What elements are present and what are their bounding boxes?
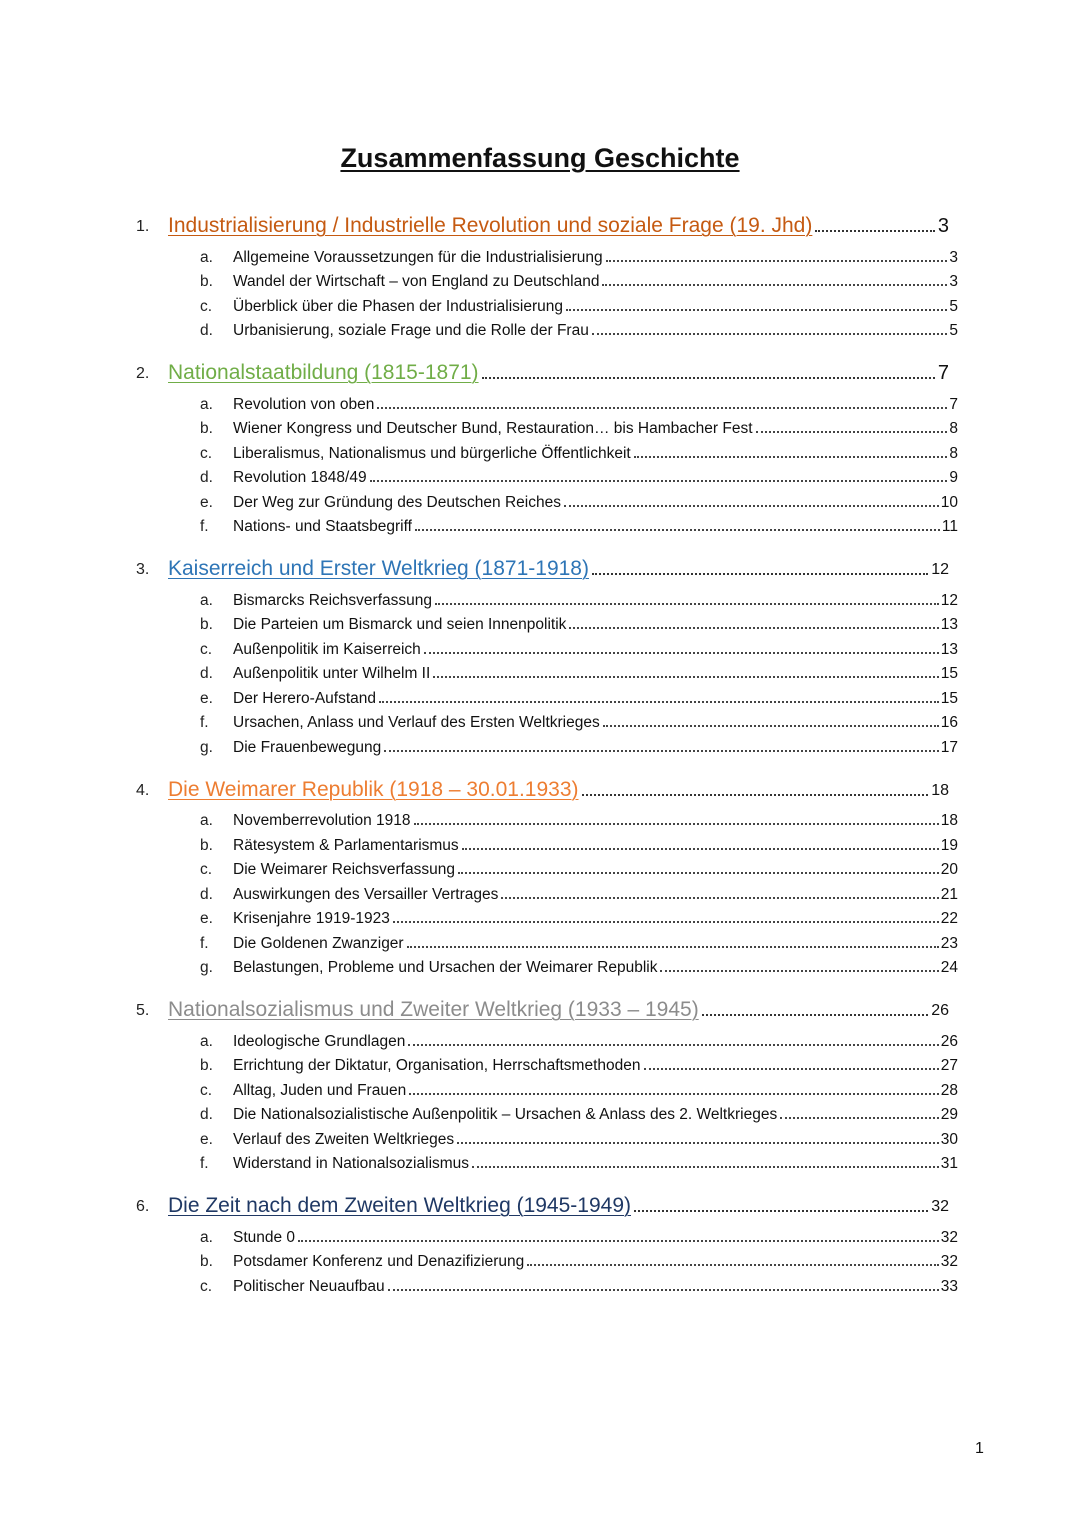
dot-leader — [457, 1142, 939, 1144]
toc-entry[interactable] — [200, 463, 958, 488]
entry-page-number: 17 — [940, 738, 958, 756]
toc-entry[interactable] — [200, 267, 958, 292]
entry-title: Außenpolitik unter Wilhelm II — [233, 665, 431, 682]
entry-letter: c. — [200, 297, 213, 315]
toc-section — [0, 1186, 1080, 1296]
entry-letter: b. — [200, 1253, 213, 1270]
page-title: Zusammenfassung Geschichte — [340, 143, 740, 173]
entry-title: Krisenjahre 1919-1923 — [233, 910, 390, 927]
entry-title: Potsdamer Konferenz und Denazifizierung — [233, 1253, 525, 1270]
toc-section-heading[interactable] — [136, 1186, 949, 1222]
toc-entry[interactable] — [200, 1149, 958, 1174]
entry-page-number: 21 — [940, 885, 958, 903]
dot-leader — [564, 505, 939, 507]
dot-leader — [634, 456, 948, 458]
entry-page-number: 15 — [940, 689, 958, 707]
entry-title: Der Weg zur Gründung des Deutschen Reiches — [233, 493, 561, 511]
dot-leader — [603, 725, 939, 727]
section-title-link[interactable]: Die Weimarer Republik (1918 – 30.01.1933) — [168, 777, 579, 801]
toc-section-heading[interactable] — [136, 770, 949, 806]
dot-leader — [501, 897, 938, 899]
dot-leader — [377, 407, 947, 409]
toc-entry[interactable] — [200, 487, 958, 512]
entry-page-number: 18 — [940, 812, 958, 829]
dot-leader — [482, 377, 935, 379]
toc-entry[interactable] — [200, 1271, 958, 1296]
entry-page-number: 22 — [940, 910, 958, 927]
toc-entry[interactable] — [200, 1247, 958, 1272]
toc-section-heading[interactable] — [136, 549, 949, 585]
entry-title: Ideologische Grundlagen — [233, 1032, 406, 1050]
entry-title: Liberalismus, Nationalismus und bürgerliche Öffentlichkeit — [233, 444, 631, 462]
dot-leader — [408, 1044, 938, 1046]
dot-leader — [569, 627, 938, 629]
entry-letter: e. — [200, 493, 213, 511]
entry-letter: d. — [200, 885, 213, 903]
entry-letter: b. — [200, 1057, 213, 1074]
entry-letter: c. — [200, 861, 213, 878]
toc-entry[interactable] — [200, 1222, 958, 1247]
entry-page-number: 5 — [949, 322, 958, 339]
toc-entry[interactable] — [200, 585, 958, 610]
toc-entry[interactable] — [200, 389, 958, 414]
entry-title: Rätesystem & Parlamentarismus — [233, 836, 459, 854]
toc-entry[interactable] — [200, 1075, 958, 1100]
toc-entry[interactable] — [200, 904, 958, 929]
entry-title: Bismarcks Reichsverfassung — [233, 591, 432, 609]
dot-leader — [435, 603, 939, 605]
entry-page-number: 12 — [940, 591, 958, 609]
entry-page-number: 10 — [940, 493, 958, 511]
section-number: 1. — [136, 218, 150, 235]
entry-page-number: 13 — [940, 640, 958, 658]
entry-letter: c. — [200, 1081, 213, 1099]
toc-section — [0, 206, 1080, 340]
entry-title: Außenpolitik im Kaiserreich — [233, 640, 421, 658]
entry-title: Revolution 1848/49 — [233, 469, 367, 486]
toc-entry[interactable] — [200, 610, 958, 635]
section-title-link[interactable]: Industrialisierung / Industrielle Revolution und soziale Frage (19. Jhd) — [168, 214, 813, 237]
entry-letter: d. — [200, 665, 213, 682]
dot-leader — [433, 676, 938, 678]
entry-page-number: 30 — [940, 1130, 958, 1148]
entry-letter: a. — [200, 591, 213, 609]
dot-leader — [644, 1068, 939, 1070]
entry-title: Novemberrevolution 1918 — [233, 812, 411, 829]
entry-page-number: 7 — [949, 395, 958, 413]
entry-page-number: 28 — [940, 1081, 958, 1099]
section-number: 4. — [136, 781, 150, 799]
entry-letter: a. — [200, 1032, 213, 1050]
dot-leader — [409, 1093, 939, 1095]
section-number: 6. — [136, 1198, 150, 1215]
entry-title: Wiener Kongress und Deutscher Bund, Restauration… bis Hambacher Fest — [233, 420, 753, 437]
entry-letter: b. — [200, 616, 213, 633]
entry-letter: b. — [200, 273, 213, 290]
dot-leader — [298, 1240, 939, 1242]
entry-page-number: 23 — [940, 934, 958, 952]
entry-letter: g. — [200, 738, 213, 756]
entry-letter: c. — [200, 444, 213, 462]
entry-page-number: 16 — [940, 714, 958, 731]
toc-entry[interactable] — [200, 928, 958, 953]
dot-leader — [407, 946, 939, 948]
entry-title: Errichtung der Diktatur, Organisation, Herrschaftsmethoden — [233, 1057, 641, 1074]
toc-section — [0, 549, 1080, 757]
toc-section — [0, 990, 1080, 1173]
section-page-number: 3 — [937, 215, 949, 237]
toc-entry[interactable] — [200, 659, 958, 684]
dot-leader — [592, 333, 948, 335]
toc-entry[interactable] — [200, 438, 958, 463]
dot-leader — [415, 529, 940, 531]
toc-entry[interactable] — [200, 806, 958, 831]
entry-title: Die Frauenbewegung — [233, 738, 382, 756]
entry-page-number: 11 — [941, 518, 958, 535]
dot-leader — [815, 230, 935, 232]
toc-entry[interactable] — [200, 879, 958, 904]
entry-page-number: 8 — [949, 444, 958, 462]
dot-leader — [388, 1289, 939, 1291]
dot-leader — [702, 1014, 929, 1016]
entry-letter: c. — [200, 640, 213, 658]
section-page-number: 18 — [931, 781, 949, 799]
entry-title: Stunde 0 — [233, 1228, 296, 1246]
entry-title: Die Goldenen Zwanziger — [233, 934, 404, 952]
toc-entry[interactable] — [200, 316, 958, 341]
entry-title: Überblick über die Phasen der Industrialisierung — [233, 297, 563, 315]
section-page-number: 26 — [931, 1002, 949, 1019]
entry-letter: e. — [200, 1130, 213, 1148]
dot-leader — [379, 701, 939, 703]
toc-section-heading[interactable] — [136, 353, 949, 389]
page-number: 1 — [975, 1440, 984, 1457]
section-title-link[interactable]: Kaiserreich und Erster Weltkrieg (1871-1918) — [168, 557, 589, 580]
toc-entry[interactable] — [200, 830, 958, 855]
toc-entry[interactable] — [200, 291, 958, 316]
entry-letter: c. — [200, 1277, 213, 1295]
toc-section-heading[interactable] — [136, 206, 949, 242]
entry-letter: f. — [200, 1155, 209, 1172]
entry-title: Alltag, Juden und Frauen — [233, 1081, 407, 1099]
entry-page-number: 27 — [940, 1057, 958, 1074]
dot-leader — [634, 1210, 928, 1212]
entry-page-number: 33 — [940, 1277, 958, 1295]
entry-page-number: 5 — [949, 297, 958, 315]
entry-title: Belastungen, Probleme und Ursachen der Weimarer Republik — [233, 959, 658, 976]
entry-page-number: 29 — [940, 1106, 958, 1123]
entry-title: Nations- und Staatsbegriff — [233, 518, 412, 535]
entry-letter: b. — [200, 420, 213, 437]
entry-page-number: 32 — [940, 1228, 958, 1246]
entry-title: Auswirkungen des Versailler Vertrages — [233, 885, 499, 903]
toc-entry[interactable] — [200, 855, 958, 880]
toc-section — [0, 770, 1080, 978]
toc-entry[interactable] — [200, 414, 958, 439]
entry-title: Revolution von oben — [233, 395, 375, 413]
dot-leader — [462, 848, 939, 850]
entry-title: Urbanisierung, soziale Frage und die Rolle der Frau — [233, 322, 589, 339]
dot-leader — [606, 260, 948, 262]
entry-letter: f. — [200, 934, 209, 952]
dot-leader — [582, 794, 929, 796]
dot-leader — [602, 284, 947, 286]
entry-letter: e. — [200, 689, 213, 707]
entry-title: Die Weimarer Reichsverfassung — [233, 861, 455, 878]
entry-letter: a. — [200, 395, 213, 413]
toc-entry[interactable] — [200, 708, 958, 733]
toc-entry[interactable] — [200, 512, 958, 537]
entry-title: Politischer Neuaufbau — [233, 1277, 385, 1295]
entry-letter: d. — [200, 469, 213, 486]
dot-leader — [424, 652, 939, 654]
entry-page-number: 8 — [949, 420, 958, 437]
section-title-link[interactable]: Nationalstaatbildung (1815-1871) — [168, 361, 479, 384]
entry-page-number: 3 — [949, 248, 958, 266]
section-title-link[interactable]: Nationalsozialismus und Zweiter Weltkrieg (1933 – 1945) — [168, 998, 699, 1021]
dot-leader — [756, 431, 948, 433]
entry-title: Verlauf des Zweiten Weltkrieges — [233, 1130, 455, 1148]
dot-leader — [384, 750, 939, 752]
entry-letter: a. — [200, 248, 213, 266]
entry-page-number: 20 — [940, 861, 958, 878]
entry-letter: f. — [200, 518, 209, 535]
section-page-number: 12 — [931, 561, 949, 578]
entry-page-number: 32 — [940, 1253, 958, 1270]
toc-entry[interactable] — [200, 634, 958, 659]
dot-leader — [527, 1264, 939, 1266]
toc-entry[interactable] — [200, 732, 958, 757]
dot-leader — [566, 309, 947, 311]
toc-entry[interactable] — [200, 953, 958, 978]
entry-title: Die Nationalsozialistische Außenpolitik – Ursachen & Anlass des 2. Weltkrieges — [233, 1106, 778, 1123]
entry-page-number: 3 — [949, 273, 958, 290]
toc-section — [0, 353, 1080, 536]
dot-leader — [370, 480, 948, 482]
entry-letter: a. — [200, 812, 213, 829]
dot-leader — [472, 1166, 939, 1168]
toc-section-heading[interactable] — [136, 990, 949, 1026]
toc-entry[interactable] — [200, 242, 958, 267]
section-number: 2. — [136, 365, 150, 382]
entry-page-number: 19 — [940, 836, 958, 854]
entry-letter: e. — [200, 910, 213, 927]
toc-entry[interactable] — [200, 683, 958, 708]
entry-letter: f. — [200, 714, 209, 731]
toc-entry[interactable] — [200, 1100, 958, 1125]
dot-leader — [780, 1117, 939, 1119]
toc-entry[interactable] — [200, 1026, 958, 1051]
section-number: 5. — [136, 1002, 150, 1019]
entry-letter: g. — [200, 959, 213, 976]
entry-page-number: 15 — [940, 665, 958, 682]
dot-leader — [592, 573, 928, 575]
table-of-contents — [0, 206, 1080, 1309]
entry-page-number: 24 — [940, 959, 958, 976]
entry-letter: b. — [200, 836, 213, 854]
section-title-link[interactable]: Die Zeit nach dem Zweiten Weltkrieg (1945-1949) — [168, 1194, 631, 1217]
toc-entry[interactable] — [200, 1051, 958, 1076]
entry-title: Ursachen, Anlass und Verlauf des Ersten Weltkrieges — [233, 714, 600, 731]
entry-page-number: 31 — [940, 1155, 958, 1172]
section-page-number: 7 — [937, 362, 949, 384]
dot-leader — [458, 872, 939, 874]
section-page-number: 32 — [931, 1198, 949, 1215]
entry-title: Der Herero-Aufstand — [233, 689, 377, 707]
entry-title: Allgemeine Voraussetzungen für die Industrialisierung — [233, 248, 603, 266]
entry-letter: d. — [200, 322, 213, 339]
toc-entry[interactable] — [200, 1124, 958, 1149]
entry-page-number: 9 — [949, 469, 958, 486]
entry-page-number: 26 — [940, 1032, 958, 1050]
dot-leader — [393, 921, 939, 923]
entry-page-number: 13 — [940, 616, 958, 633]
dot-leader — [660, 970, 938, 972]
dot-leader — [414, 823, 939, 825]
entry-title: Wandel der Wirtschaft – von England zu Deutschland — [233, 273, 600, 290]
entry-letter: a. — [200, 1228, 213, 1246]
entry-letter: d. — [200, 1106, 213, 1123]
section-number: 3. — [136, 561, 150, 578]
entry-title: Die Parteien um Bismarck und seien Innenpolitik — [233, 616, 567, 633]
entry-title: Widerstand in Nationalsozialismus — [233, 1155, 470, 1172]
